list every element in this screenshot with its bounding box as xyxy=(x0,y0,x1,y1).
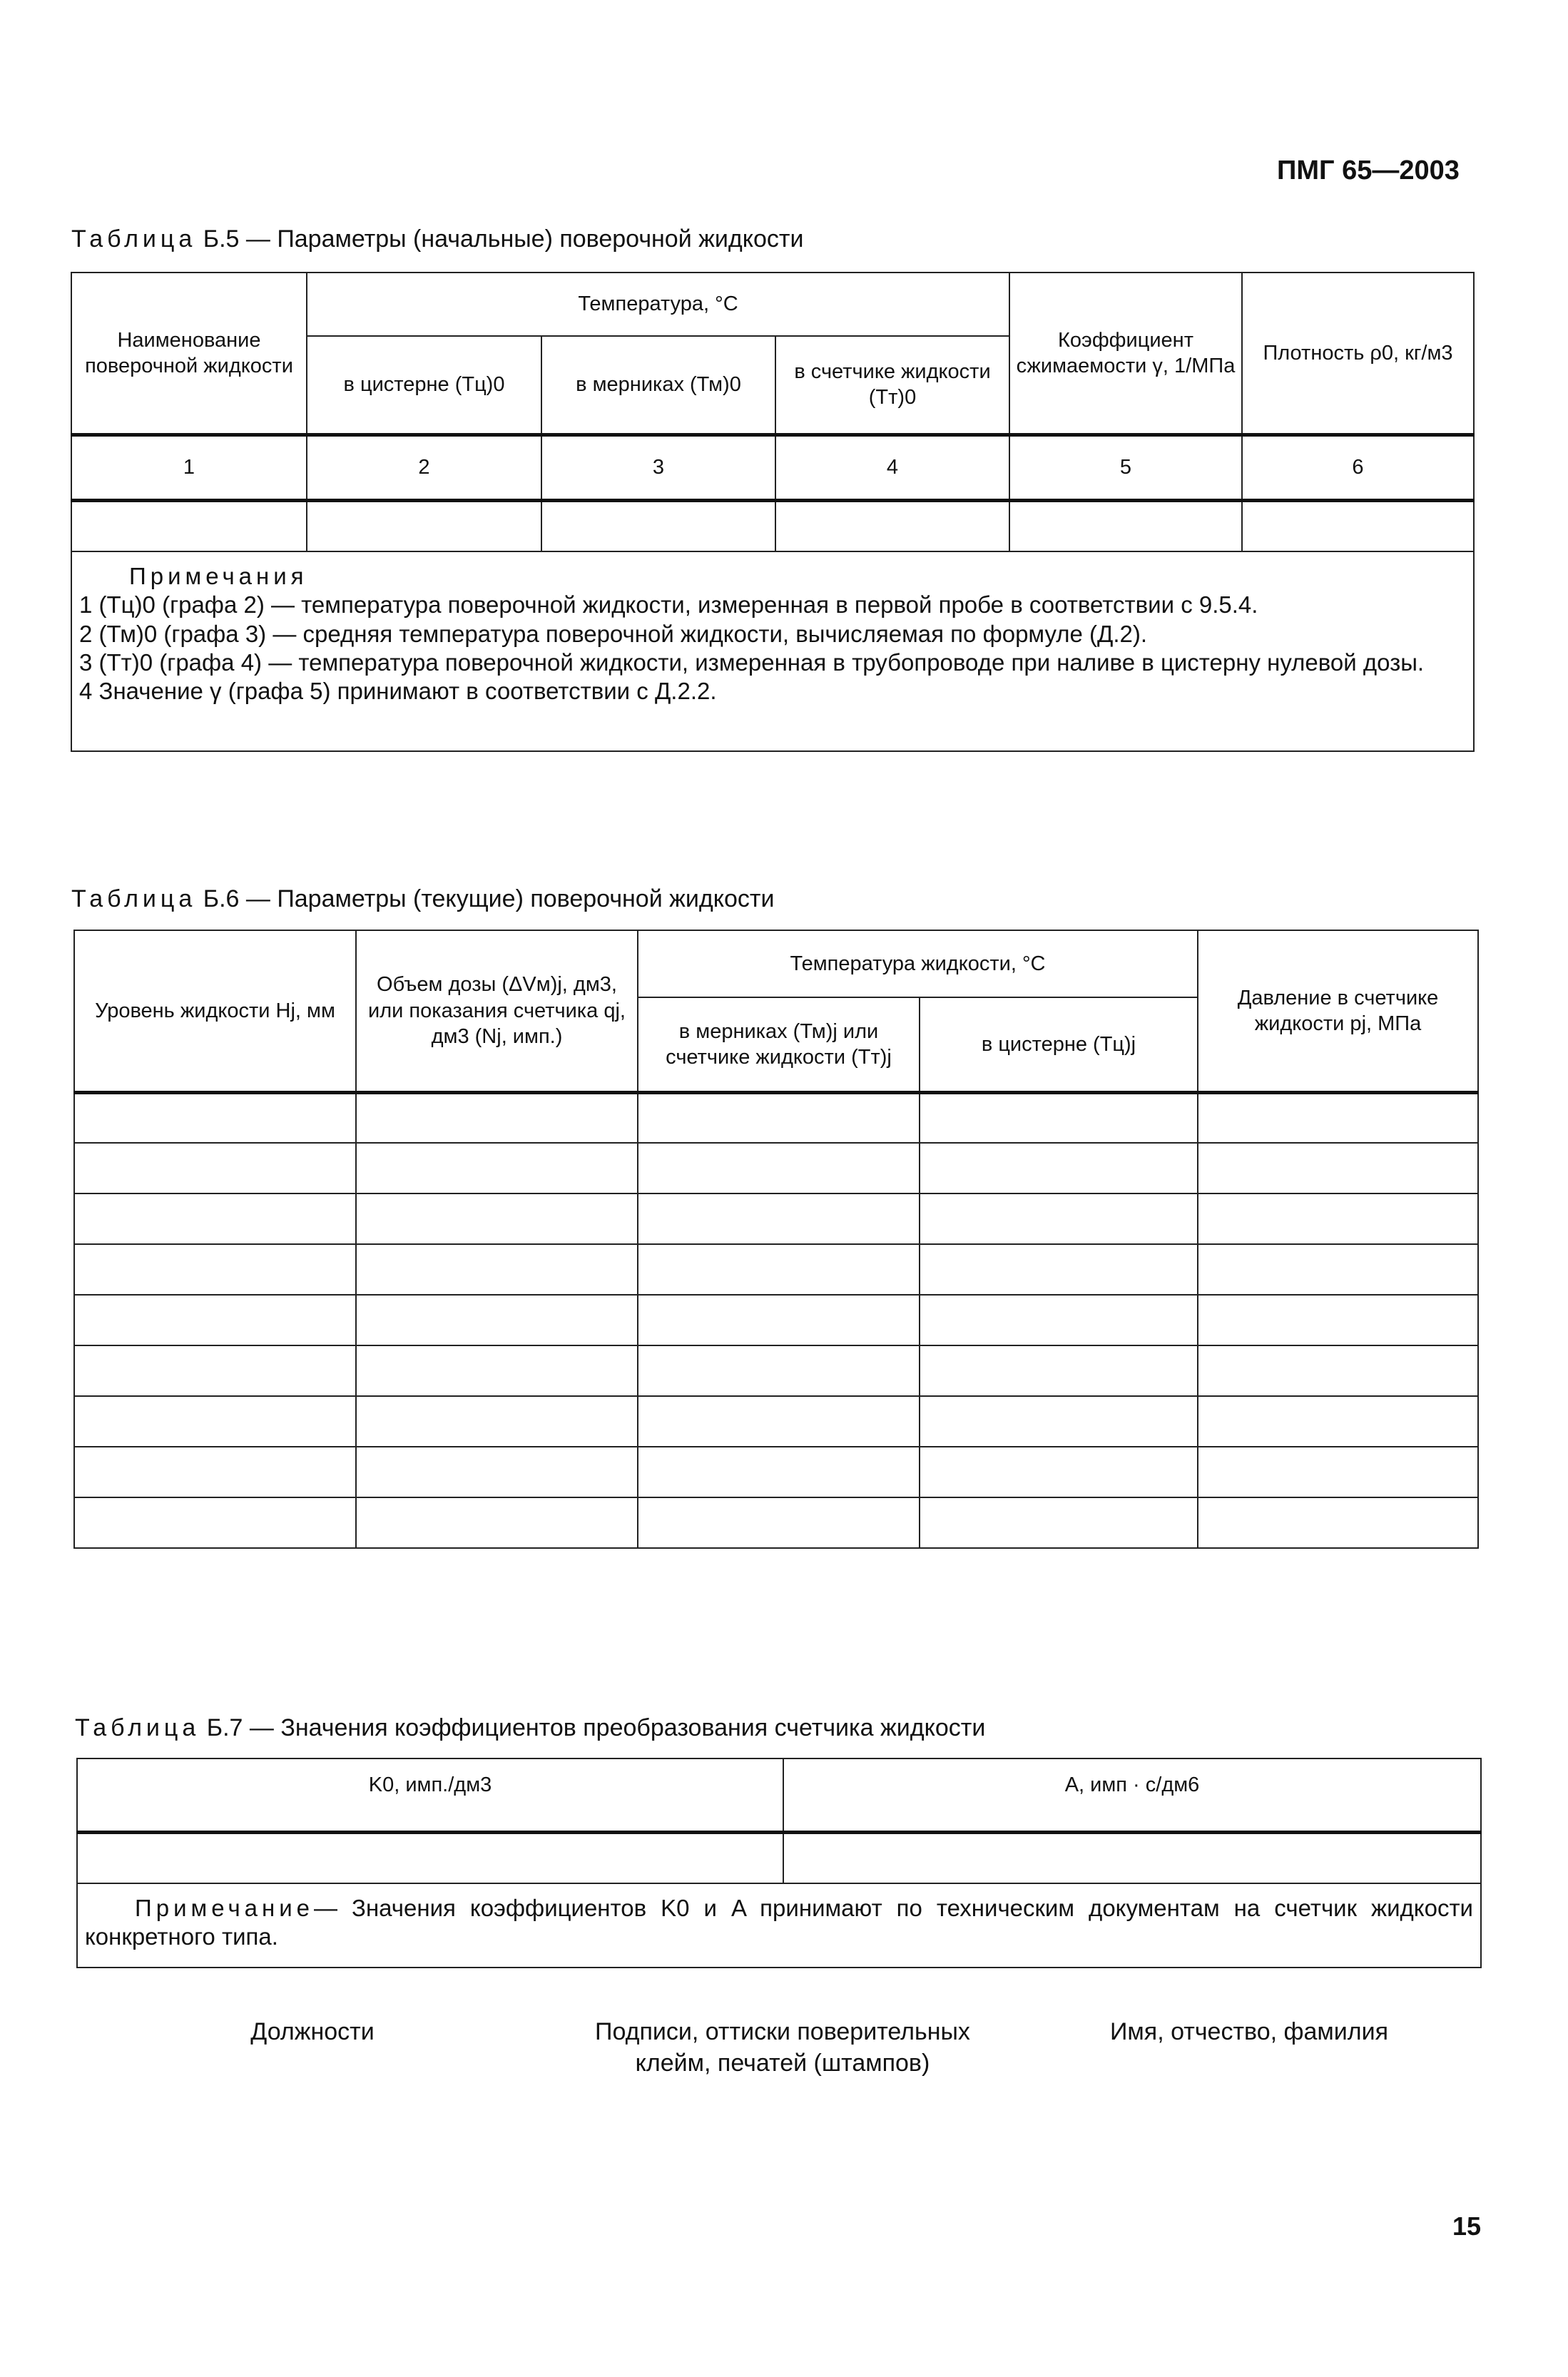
header-volume: Объем дозы (ΔVм)j, дм3, или показания счетчика qj, дм3 (Nj, имп.) xyxy=(356,930,638,1092)
col-number: 2 xyxy=(307,434,541,500)
table-row xyxy=(74,1447,1478,1497)
header-a: A, имп · с/дм6 xyxy=(783,1758,1481,1832)
table7-caption xyxy=(75,1714,985,1742)
header-temp: Температура жидкости, °С xyxy=(638,930,1198,997)
table-row xyxy=(74,1345,1478,1396)
column-numbers-row xyxy=(71,434,1474,500)
col-number: 1 xyxy=(71,434,307,500)
note: 3 (Тт)0 (графа 4) — температура поверочной жидкости, измеренная в трубопроводе при наливе в цистерну нулевой дозы. xyxy=(79,648,1425,676)
table-row xyxy=(74,1244,1478,1295)
header-name: Наименование поверочной жидкости xyxy=(71,273,307,434)
caption-text: Б.7 — Значения коэффициентов преобразования счетчика жидкости xyxy=(206,1714,986,1741)
caption-prefix: Таблица xyxy=(75,1714,200,1741)
table-row xyxy=(74,1193,1478,1244)
caption-text: Б.5 — Параметры (начальные) поверочной жидкости xyxy=(203,225,804,253)
page-number: 15 xyxy=(1452,2211,1482,2241)
header-coef: Коэффициент сжимаемости γ, 1/МПа xyxy=(1009,273,1242,434)
table-row xyxy=(71,500,1474,551)
header-t-counter: в счетчике жидкости (Тт)0 xyxy=(775,336,1009,434)
col-number: 4 xyxy=(775,434,1009,500)
signature-signs: Подписи, оттиски поверительных клейм, печатей (штампов) xyxy=(595,2018,970,2077)
header-pressure: Давление в счетчике жидкости pj, МПа xyxy=(1198,930,1478,1092)
table5-notes xyxy=(71,551,1474,751)
header-t-cistern: в цистерне (Тц)j xyxy=(920,997,1198,1092)
note: 4 Значение γ (графа 5) принимают в соответствии с Д.2.2. xyxy=(79,678,717,704)
col-number: 5 xyxy=(1009,434,1242,500)
header-t-cistern: в цистерне (Тц)0 xyxy=(307,336,541,434)
header-t-mernik: в мерниках (Тм)j или счетчике жидкости (Тт)j xyxy=(638,997,920,1092)
table-row xyxy=(74,1396,1478,1447)
note: 2 (Тм)0 (графа 3) — средняя температура поверочной жидкости, вычисляемая по формуле (Д.2). xyxy=(79,620,1148,647)
notes-title: Примечания xyxy=(129,563,308,589)
caption-prefix: Таблица xyxy=(71,885,197,912)
table7-note xyxy=(77,1883,1481,1968)
header-k0: K0, имп./дм3 xyxy=(77,1758,783,1832)
table-row xyxy=(77,1832,1481,1883)
table-b5 xyxy=(71,272,1475,752)
header-level: Уровень жидкости Hj, мм xyxy=(74,930,356,1092)
table-b7 xyxy=(76,1758,1482,1968)
signature-positions: Должности xyxy=(250,2018,375,2045)
table-row xyxy=(74,1092,1478,1143)
header-temp: Температура, °С xyxy=(307,273,1009,336)
table-row xyxy=(74,1295,1478,1345)
header-density: Плотность ρ0, кг/м3 xyxy=(1242,273,1474,434)
signature-names: Имя, отчество, фамилия xyxy=(1109,2018,1389,2045)
caption-text: Б.6 — Параметры (текущие) поверочной жидкости xyxy=(203,885,775,912)
note: 1 (Тц)0 (графа 2) — температура поверочной жидкости, измеренная в первой пробе в соответствии с 9.5.4. xyxy=(79,591,1258,619)
note-text: — Значения коэффициентов K0 и A принимают по техническим документам на счетчик жидкости конкретного типа. xyxy=(85,1895,1473,1950)
table5-caption xyxy=(71,225,803,253)
col-number: 6 xyxy=(1242,434,1474,500)
table-row xyxy=(74,1497,1478,1548)
header-t-mernik: в мерниках (Тм)0 xyxy=(541,336,775,434)
col-number: 3 xyxy=(541,434,775,500)
document-id: ПМГ 65—2003 xyxy=(1277,156,1460,185)
table6-caption xyxy=(71,885,774,913)
table-b6 xyxy=(73,930,1479,1549)
caption-prefix: Таблица xyxy=(71,225,197,253)
table-row xyxy=(74,1143,1478,1193)
note-title: Примечание xyxy=(135,1895,315,1921)
